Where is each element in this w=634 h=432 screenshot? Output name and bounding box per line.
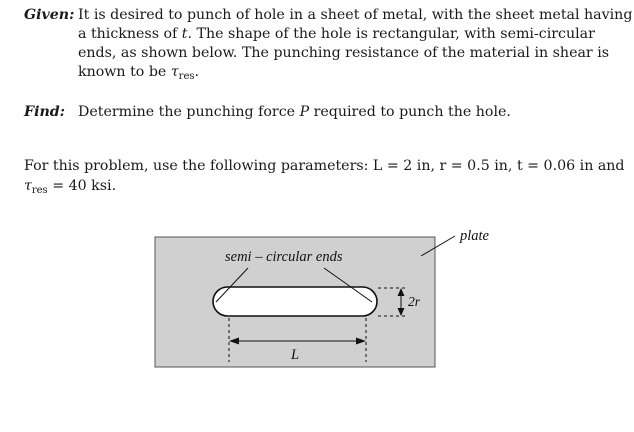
given-label: Given	[24, 7, 70, 23]
find-line: Find: Determine the punching force P required to punch the hole.	[24, 104, 511, 120]
plate-label: plate	[460, 228, 489, 244]
length-label: L	[291, 347, 300, 363]
given-line-1: Given: It is desired to punch of hole in a sheet of metal, with the sheet metal having	[24, 7, 633, 23]
thickness-var: t	[181, 26, 188, 42]
given-line-3: ends, as shown below. The punching resistance of the material in shear is	[78, 45, 610, 61]
slot-hole	[213, 287, 377, 316]
ends-label: semi – circular ends	[225, 249, 343, 265]
params-line-2: $\tau_{res} = 40$ ksi.	[24, 178, 117, 196]
force-var: P	[299, 104, 310, 120]
find-label: Find	[24, 104, 60, 120]
given-line-4: known to be $\tau_{res}$.	[78, 64, 200, 82]
find-text: Determine the punching force P required to punch the hole.	[78, 104, 511, 120]
params-line-1: For this problem, use the following parameters: L = 2 in, r = 0.5 in, t = 0.06 in and	[24, 158, 625, 174]
given-text-1: It is desired to punch of hole in a sheet of metal, with the sheet metal having	[78, 7, 633, 23]
given-line-2: a thickness of t. The shape of the hole is rectangular, with semi-circular	[78, 26, 595, 42]
tau-symbol: τ	[170, 64, 179, 80]
tau-res-symbol: τ	[24, 178, 32, 194]
height-label: 2r	[408, 294, 421, 309]
